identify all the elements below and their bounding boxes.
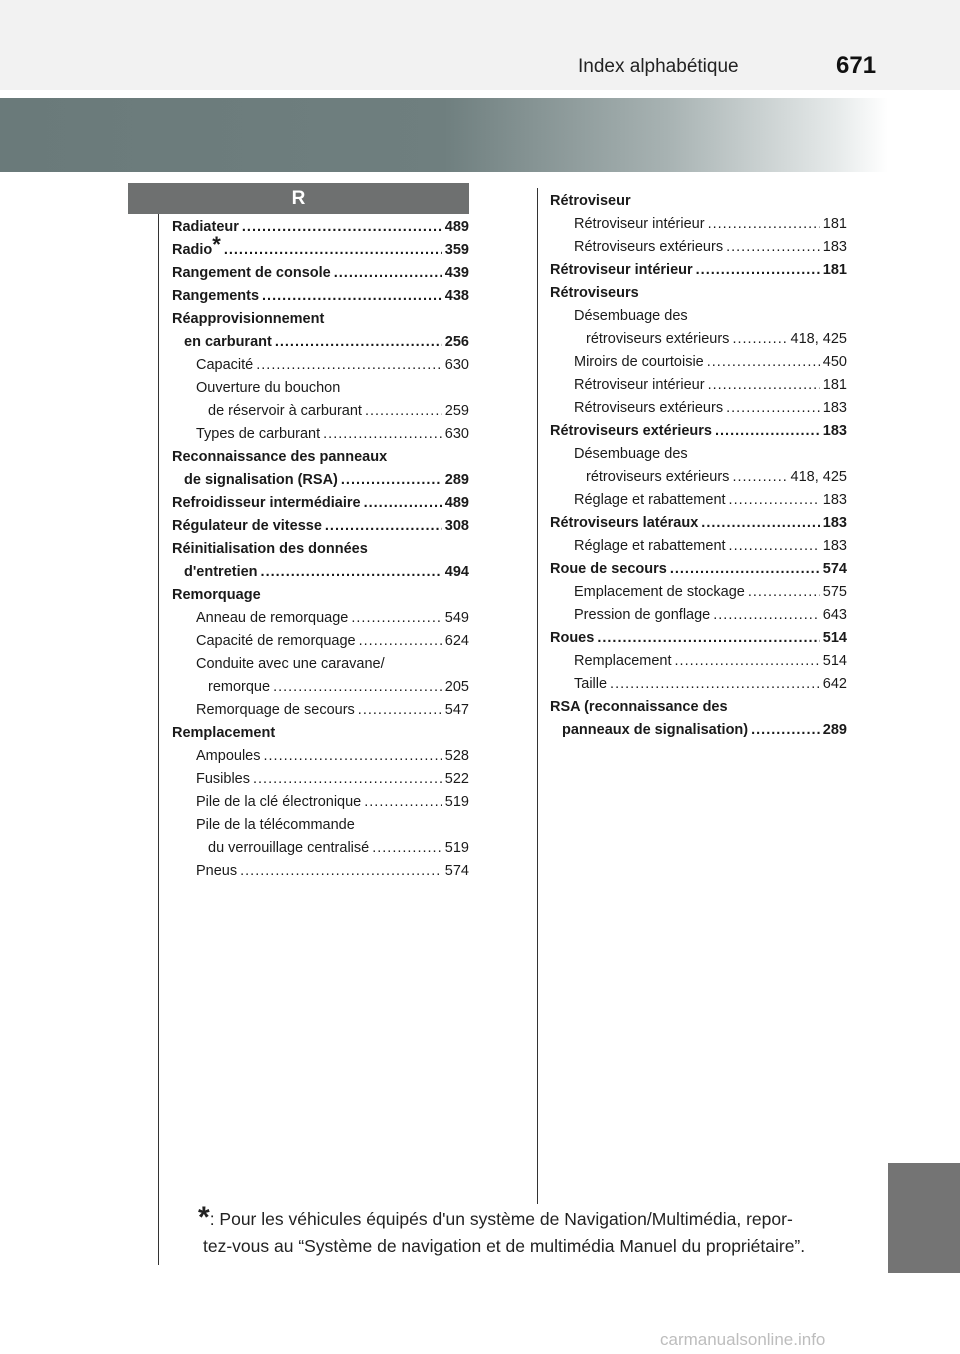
entry-page-number: 489 — [444, 495, 469, 511]
dot-leader — [242, 216, 442, 239]
dot-leader — [708, 213, 820, 236]
entry-label-text: Rétroviseurs latéraux — [550, 515, 699, 531]
dot-leader — [372, 837, 442, 860]
dot-leader — [364, 791, 442, 814]
index-entry — [550, 696, 847, 719]
entry-label-text: Anneau de remorquage — [196, 610, 349, 626]
entry-label — [208, 837, 369, 860]
entry-page-number: 494 — [444, 564, 469, 580]
entry-page-number: 514 — [822, 630, 847, 646]
entry-label-text: Rétroviseurs extérieurs — [550, 423, 712, 439]
entry-label — [172, 232, 221, 262]
entry-label — [196, 768, 250, 791]
index-entry — [172, 630, 469, 653]
entry-label — [196, 699, 355, 722]
section-letter-heading: R — [128, 183, 469, 214]
entry-label-text: rétroviseurs extérieurs — [586, 331, 730, 347]
index-column-right — [550, 190, 847, 742]
index-entry — [172, 722, 469, 745]
entry-page-number: 181 — [822, 377, 847, 393]
entry-label — [550, 512, 698, 535]
entry-page-number: 528 — [444, 748, 469, 764]
index-entry — [550, 558, 847, 581]
index-entry — [550, 443, 847, 466]
entry-page-number: 289 — [444, 472, 469, 488]
entry-label-text: Rétroviseur intérieur — [550, 262, 693, 278]
index-entry — [172, 561, 469, 584]
footnote — [198, 1201, 858, 1260]
dot-leader — [334, 262, 442, 285]
index-entry — [550, 259, 847, 282]
index-entry — [172, 860, 469, 883]
dot-leader — [256, 354, 442, 377]
entry-label — [550, 259, 693, 282]
index-column-left — [172, 216, 469, 883]
entry-page-number: 450 — [822, 354, 847, 370]
entry-page-number: 489 — [444, 219, 469, 235]
index-entry — [172, 791, 469, 814]
index-entry — [172, 308, 469, 331]
entry-page-number: 183 — [822, 515, 847, 531]
entry-label-text: Ouverture du bouchon — [196, 380, 341, 396]
index-entry — [550, 420, 847, 443]
entry-page-number: 630 — [444, 357, 469, 373]
entry-label-text: de réservoir à carburant — [208, 403, 362, 419]
entry-page-number: 418, 425 — [790, 331, 847, 347]
dot-leader — [359, 630, 442, 653]
entry-label — [172, 515, 322, 538]
index-entry — [550, 305, 847, 328]
entry-label — [574, 443, 688, 466]
entry-label-text: RSA (reconnaissance des — [550, 699, 728, 715]
dot-leader — [253, 768, 442, 791]
dot-leader — [275, 331, 442, 354]
entry-label — [196, 791, 361, 814]
index-entry — [172, 768, 469, 791]
dot-leader — [732, 328, 787, 351]
dot-leader — [729, 489, 820, 512]
entry-label — [196, 607, 348, 630]
entry-page-number: 183 — [822, 492, 847, 508]
entry-label — [196, 423, 320, 446]
header-band — [0, 0, 960, 90]
entry-label-text: du verrouillage centralisé — [208, 840, 370, 856]
dot-leader — [729, 535, 820, 558]
entry-label-text: de signalisation (RSA) — [184, 472, 338, 488]
index-entry — [550, 190, 847, 213]
entry-label — [196, 814, 355, 837]
entry-page-number: 574 — [444, 863, 469, 879]
entry-label — [574, 489, 726, 512]
entry-page-number: 418, 425 — [790, 469, 847, 485]
index-entry — [172, 377, 469, 400]
dot-leader — [708, 374, 820, 397]
index-entry — [550, 282, 847, 305]
dot-leader — [675, 650, 820, 673]
entry-label-text: Reconnaissance des panneaux — [172, 449, 388, 465]
entry-label-text: Réglage et rabattement — [574, 492, 726, 508]
entry-page-number: 624 — [444, 633, 469, 649]
entry-label-text: Rangement de console — [172, 265, 331, 281]
dot-leader — [670, 558, 820, 581]
entry-page-number: 522 — [444, 771, 469, 787]
index-entry — [550, 328, 847, 351]
entry-label — [172, 584, 261, 607]
entry-label — [172, 446, 387, 469]
dot-leader — [713, 604, 820, 627]
index-entry — [550, 627, 847, 650]
index-entry — [550, 489, 847, 512]
entry-label — [574, 305, 688, 328]
index-entry — [172, 745, 469, 768]
entry-label — [574, 604, 710, 627]
entry-label-text: panneaux de signalisation) — [562, 722, 749, 738]
index-entry — [172, 446, 469, 469]
entry-page-number: 181 — [822, 216, 847, 232]
entry-page-number: 547 — [444, 702, 469, 718]
entry-label-text: Taille — [574, 676, 608, 692]
entry-label-text: remorque — [208, 679, 271, 695]
entry-label-text: Remplacement — [574, 653, 672, 669]
index-entry — [172, 538, 469, 561]
entry-label-text: Pile de la clé électronique — [196, 794, 362, 810]
entry-page-number: 519 — [444, 794, 469, 810]
entry-page-number: 575 — [822, 584, 847, 600]
index-entry — [172, 607, 469, 630]
entry-label-text: Désembuage des — [574, 308, 688, 324]
dot-leader — [701, 512, 820, 535]
dot-leader — [597, 627, 819, 650]
dot-leader — [707, 351, 820, 374]
index-entry — [550, 673, 847, 696]
dot-leader — [751, 719, 820, 742]
footnote-marker: * — [212, 232, 221, 257]
index-entry — [172, 354, 469, 377]
dot-leader — [262, 285, 442, 308]
entry-label — [196, 653, 385, 676]
dot-leader — [263, 745, 441, 768]
entry-page-number: 259 — [444, 403, 469, 419]
entry-page-number: 549 — [444, 610, 469, 626]
index-entry — [172, 423, 469, 446]
entry-label-text: Réinitialisation des données — [172, 541, 368, 557]
index-entry — [172, 584, 469, 607]
entry-label-text: Remplacement — [172, 725, 276, 741]
dot-leader — [351, 607, 441, 630]
entry-page-number: 256 — [444, 334, 469, 350]
index-entry — [550, 236, 847, 259]
index-entry — [172, 814, 469, 837]
column-divider — [537, 188, 538, 1204]
entry-label-text: Rétroviseurs extérieurs — [574, 239, 724, 255]
dot-leader — [341, 469, 442, 492]
entry-label — [184, 561, 258, 584]
entry-label-text: Remorquage de secours — [196, 702, 355, 718]
index-entry — [550, 213, 847, 236]
watermark: carmanualsonline.info — [660, 1330, 826, 1349]
entry-page-number: 183 — [822, 400, 847, 416]
entry-page-number: 359 — [444, 242, 469, 258]
index-entry — [172, 837, 469, 860]
index-entry — [172, 400, 469, 423]
entry-label-text: Rétroviseurs extérieurs — [574, 400, 724, 416]
entry-page-number: 643 — [822, 607, 847, 623]
entry-label — [550, 558, 667, 581]
dot-leader — [726, 397, 820, 420]
dot-leader — [696, 259, 820, 282]
entry-label — [172, 262, 331, 285]
entry-page-number: 438 — [444, 288, 469, 304]
entry-page-number: 183 — [822, 538, 847, 554]
index-entry — [550, 374, 847, 397]
entry-label-text: Pile de la télécommande — [196, 817, 355, 833]
page-number: 671 — [836, 52, 877, 79]
entry-label — [196, 377, 340, 400]
entry-label — [586, 466, 729, 489]
entry-label-text: Types de carburant — [196, 426, 321, 442]
entry-page-number: 183 — [822, 239, 847, 255]
entry-label-text: Capacité de remorquage — [196, 633, 356, 649]
index-entry — [172, 331, 469, 354]
entry-page-number: 519 — [444, 840, 469, 856]
dot-leader — [726, 236, 820, 259]
index-entry — [172, 676, 469, 699]
entry-label-text: Miroirs de courtoisie — [574, 354, 704, 370]
entry-label-text: Capacité — [196, 357, 254, 373]
entry-label-text: Rétroviseur intérieur — [574, 216, 705, 232]
entry-label — [586, 328, 729, 351]
entry-label-text: Conduite avec une caravane/ — [196, 656, 385, 672]
entry-page-number: 181 — [822, 262, 847, 278]
entry-page-number: 439 — [444, 265, 469, 281]
dot-leader — [365, 400, 442, 423]
entry-label-text: en carburant — [184, 334, 272, 350]
dot-leader — [715, 420, 820, 443]
entry-label — [574, 397, 723, 420]
index-entry — [172, 232, 469, 262]
dot-leader — [364, 492, 442, 515]
index-entry — [550, 397, 847, 420]
entry-label-text: Refroidisseur intermédiaire — [172, 495, 361, 511]
entry-label — [574, 351, 704, 374]
left-rule — [158, 214, 159, 1265]
entry-label — [172, 722, 275, 745]
entry-label-text: Remorquage — [172, 587, 261, 603]
footnote-star: * — [198, 1201, 210, 1234]
entry-label-text: Réapprovisionnement — [172, 311, 325, 327]
entry-label — [550, 627, 594, 650]
index-entry — [550, 512, 847, 535]
entry-label — [172, 492, 361, 515]
entry-label — [208, 400, 362, 423]
entry-label — [196, 745, 260, 768]
entry-page-number: 630 — [444, 426, 469, 442]
entry-label-text: d'entretien — [184, 564, 258, 580]
dot-leader — [325, 515, 442, 538]
entry-label — [574, 673, 607, 696]
entry-label-text: Roues — [550, 630, 595, 646]
entry-label — [172, 308, 324, 331]
index-entry — [172, 492, 469, 515]
entry-label-text: Radiateur — [172, 219, 239, 235]
entry-label — [562, 719, 748, 742]
entry-page-number: 183 — [822, 423, 847, 439]
entry-page-number: 308 — [444, 518, 469, 534]
index-entry — [550, 466, 847, 489]
index-entry — [550, 535, 847, 558]
index-entry — [172, 515, 469, 538]
index-entry — [172, 262, 469, 285]
entry-label — [208, 676, 270, 699]
entry-label — [574, 374, 705, 397]
index-entry — [550, 604, 847, 627]
dot-leader — [323, 423, 442, 446]
entry-label-text: Pneus — [196, 863, 238, 879]
index-entry — [550, 581, 847, 604]
entry-label-text: Rétroviseur — [550, 193, 631, 209]
entry-label — [196, 860, 237, 883]
index-entry — [550, 650, 847, 673]
entry-label — [550, 282, 639, 305]
index-entry — [550, 719, 847, 742]
index-entry — [172, 285, 469, 308]
dot-leader — [748, 581, 820, 604]
entry-label — [172, 538, 368, 561]
entry-label — [196, 630, 356, 653]
entry-label-text: Emplacement de stockage — [574, 584, 745, 600]
entry-label-text: rétroviseurs extérieurs — [586, 469, 730, 485]
dot-leader — [240, 860, 442, 883]
gradient-banner — [0, 98, 888, 172]
dot-leader — [224, 239, 442, 262]
entry-label — [550, 190, 631, 213]
entry-label-text: Désembuage des — [574, 446, 688, 462]
entry-label-text: Fusibles — [196, 771, 250, 787]
entry-label-text: Réglage et rabattement — [574, 538, 726, 554]
entry-label-text: Rétroviseur intérieur — [574, 377, 705, 393]
index-entry — [172, 469, 469, 492]
entry-label — [574, 650, 672, 673]
entry-label-text: Rétroviseurs — [550, 285, 639, 301]
entry-label-text: Régulateur de vitesse — [172, 518, 322, 534]
entry-label — [184, 331, 272, 354]
footnote-line-2: tez-vous au “Système de navigation et de multimédia Manuel du propriétaire”. — [203, 1236, 806, 1256]
entry-page-number: 289 — [822, 722, 847, 738]
entry-label — [172, 216, 239, 239]
entry-label — [550, 696, 728, 719]
entry-label-text: Pression de gonflage — [574, 607, 711, 623]
entry-label — [184, 469, 338, 492]
entry-label — [550, 420, 712, 443]
section-title: Index alphabétique — [578, 56, 739, 77]
entry-label-text: Radio — [172, 242, 213, 258]
entry-label — [574, 581, 745, 604]
entry-label — [574, 236, 723, 259]
index-entry — [172, 653, 469, 676]
dot-leader — [358, 699, 442, 722]
index-entry — [550, 351, 847, 374]
footnote-line-1: : Pour les véhicules équipés d'un système de Navigation/Multimédia, repor- — [209, 1209, 793, 1229]
dot-leader — [261, 561, 442, 584]
entry-label — [172, 285, 259, 308]
entry-label — [574, 213, 705, 236]
index-entry — [172, 699, 469, 722]
entry-label-text: Ampoules — [196, 748, 261, 764]
dot-leader — [732, 466, 787, 489]
entry-label-text: Roue de secours — [550, 561, 667, 577]
entry-page-number: 514 — [822, 653, 847, 669]
entry-page-number: 642 — [822, 676, 847, 692]
entry-label — [574, 535, 726, 558]
dot-leader — [273, 676, 442, 699]
entry-page-number: 574 — [822, 561, 847, 577]
thumb-index-tab — [888, 1163, 960, 1273]
dot-leader — [610, 673, 820, 696]
entry-page-number: 205 — [444, 679, 469, 695]
entry-label-text: Rangements — [172, 288, 260, 304]
entry-label — [196, 354, 253, 377]
